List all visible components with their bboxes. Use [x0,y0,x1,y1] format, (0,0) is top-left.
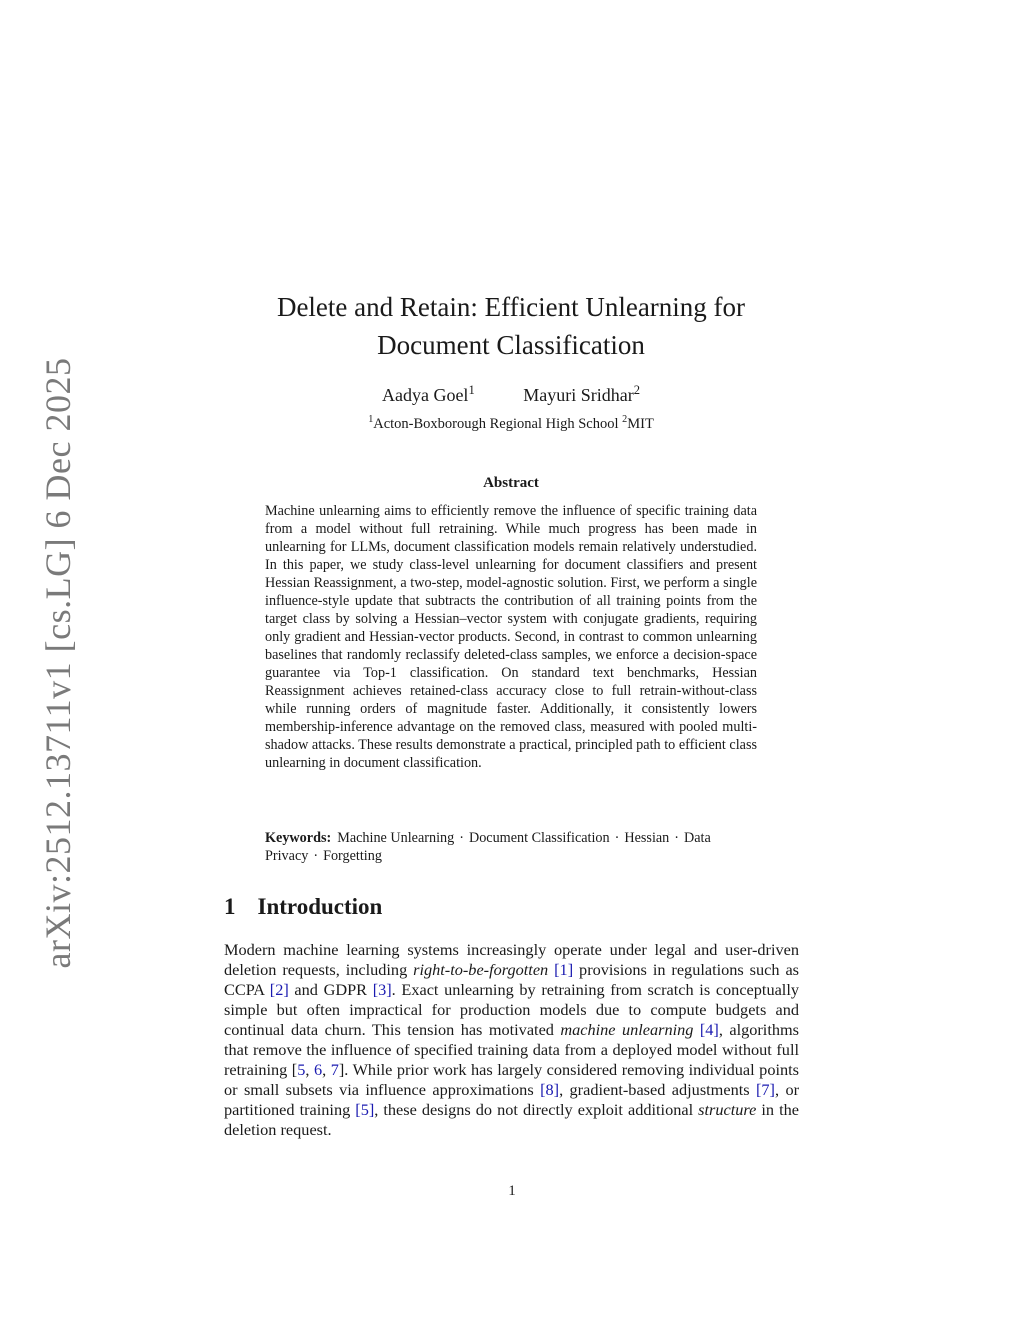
citation-link[interactable]: [7] [755,1080,775,1099]
intro-emphasis: machine unlearning [560,1020,694,1039]
section-number: 1 [224,894,236,919]
author-name: Aadya Goel [381,385,469,405]
page-number: 1 [508,1183,516,1199]
intro-text: and GDPR [288,980,373,999]
title-line-2: Document Classification [377,330,645,360]
author-list [200,383,822,406]
abstract-text: Machine unlearning aims to efficiently remove the influence of specific training data from a model without full retraining. While much progress has been made in unlearning for LLMs, document classification models remain relatively understudied. In this paper, we study class-level unlearning for document classifiers and present Hessian Reassignment, a two-step, model-agnostic solution. First, we perform a single influence-style update that subtracts the contribution of all training points from the target class by solving a Hessian–vector system with conjugate gradients, requiring only gradient and Hessian-vector products. Second, in contrast to common unlearning baselines that randomly reclassify deleted-class samples, we enforce a decision-space guarantee via Top-1 classification. On standard text benchmarks, Hessian Reassignment achieves retained-class accuracy close to full retrain-without-class while running orders of magnitude faster. Additionally, it consistently lowers membership-inference advantage on the removed class, measured with pooled multi-shadow attacks. These results demonstrate a practical, principled path to efficient class unlearning in document classification. [265,503,757,771]
affiliation-1: Acton-Boxborough Regional High School [373,415,619,432]
intro-text: provisions in regulations such as CCPA [224,960,800,999]
citation-link[interactable]: [1] [554,960,574,979]
paper-title [200,288,822,364]
citation-link[interactable]: 5 [297,1060,306,1079]
keyword-separator: · [614,830,620,846]
author-name: Mayuri Sridhar [523,385,634,405]
section-title: Introduction [257,894,383,919]
author-2 [523,385,640,405]
affil-mark: 2 [633,383,641,397]
affiliation-2: MIT [627,415,654,432]
keyword-separator: · [313,848,319,864]
abstract-heading: Abstract [483,475,539,491]
author-1 [382,385,475,405]
section-heading-introduction [224,894,382,920]
keyword: Document Classification [468,830,610,846]
intro-text: , [305,1060,314,1079]
affil-mark: 1 [368,414,374,425]
introduction-paragraph [224,940,799,1140]
intro-text: , algorithms that remove the influence of specified training data from a deployed model without full retraining [ [224,1020,799,1079]
keyword-separator: · [459,830,464,846]
citation-link[interactable]: 7 [330,1060,339,1079]
keyword: Forgetting [323,848,382,864]
intro-text: Modern machine learning systems increasingly operate under legal and user-driven deletion requests, including [224,940,799,979]
arxiv-identifier-stamp: arXiv:2512.13711v1 [cs.LG] 6 Dec 2025 [38,357,78,969]
intro-emphasis: right-to-be-forgotten [413,960,549,979]
intro-text: , these designs do not directly exploit additional [374,1100,699,1119]
citation-link[interactable]: [5] [355,1100,375,1119]
affil-mark: 1 [468,383,475,397]
intro-emphasis: structure [698,1100,757,1119]
citation-link[interactable]: [8] [540,1080,560,1099]
title-line-1: Delete and Retain: Efficient Unlearning for [276,292,746,322]
citation-link[interactable]: 6 [313,1060,323,1079]
intro-text: . Exact unlearning by retraining from scratch is conceptually simple but often impractical for production models due to compute budgets and continual data churn. This tension has motivated [224,980,799,1039]
affiliations [200,414,822,433]
intro-text: in the deletion request. [224,1100,800,1139]
affil-mark: 2 [622,414,628,425]
intro-text: , or partitioned training [224,1080,800,1119]
keywords-label: Keywords: [265,830,332,846]
citation-link[interactable]: [2] [269,980,289,999]
intro-text: , gradient-based adjustments [559,1080,756,1099]
keyword: Machine Unlearning [337,830,455,846]
intro-text: , [322,1060,331,1079]
keyword-separator: · [674,830,680,846]
keyword: Hessian [624,830,670,846]
keyword: Data Privacy [265,830,711,864]
keywords [265,829,757,865]
intro-text: ]. While prior work has largely considered removing individual points or small subsets via influence approximations [224,1060,799,1099]
citation-link[interactable]: [4] [699,1020,719,1039]
citation-link[interactable]: [3] [372,980,392,999]
